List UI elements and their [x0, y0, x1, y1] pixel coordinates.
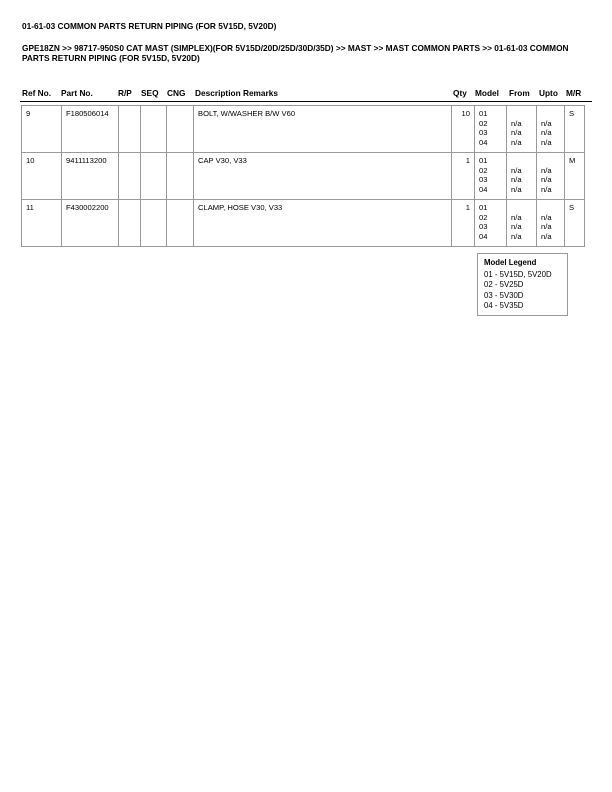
from-value: n/a	[511, 175, 522, 185]
upto-value: n/a	[541, 137, 552, 147]
upto-value: n/a	[541, 184, 552, 194]
upto-value: n/a	[541, 118, 552, 128]
from-value	[511, 203, 533, 213]
header-divider	[20, 101, 592, 102]
mr-cell: M	[565, 153, 585, 200]
model-code: 04	[479, 137, 488, 147]
seq-cell	[141, 153, 167, 200]
model-code: 03	[479, 222, 488, 232]
cng-cell	[167, 153, 194, 200]
qty-cell: 1	[452, 153, 475, 200]
header-cng: CNG	[167, 88, 186, 98]
table-row	[22, 106, 585, 153]
from-value: n/a	[511, 212, 522, 222]
header-description: Description Remarks	[195, 88, 279, 98]
legend-item: 01 - 5V15D, 5V20D	[484, 270, 552, 279]
qty-cell: 1	[452, 200, 475, 247]
description-cell: CLAMP, HOSE V30, V33	[194, 200, 452, 247]
upto-value	[541, 156, 561, 166]
page-title: 01-61-03 COMMON PARTS RETURN PIPING (FOR 5V15D, 5V20D)	[22, 21, 277, 31]
model-code: 01	[479, 109, 488, 118]
from-value: n/a	[511, 118, 522, 128]
model-legend	[477, 253, 568, 316]
upto-value: n/a	[541, 222, 552, 232]
header-from: From	[509, 88, 530, 98]
from-value: n/a	[511, 231, 522, 241]
description-cell: CAP V30, V33	[194, 153, 452, 200]
model-cell	[475, 153, 507, 200]
from-cell	[507, 153, 537, 200]
seq-cell	[141, 200, 167, 247]
mr-cell: S	[565, 200, 585, 247]
legend-item: 04 - 5V35D	[484, 300, 524, 310]
upto-value: n/a	[541, 128, 552, 138]
model-code: 02	[479, 165, 488, 175]
model-code: 02	[479, 212, 488, 222]
from-value	[511, 109, 533, 119]
breadcrumb: GPE18ZN >> 98717-950S0 CAT MAST (SIMPLEX)(FOR 5V15D/20D/25D/30D/35D) >> MAST >> MAST COMMON PARTS >> 01-61-03 COMMON PARTS RETURN PIPING (FOR 5V15D, 5V20D)	[22, 43, 569, 63]
rp-cell	[119, 106, 141, 153]
legend-title: Model Legend	[484, 258, 537, 267]
table-row	[22, 200, 585, 247]
header-rp: R/P	[118, 88, 132, 98]
qty-cell: 10	[452, 106, 475, 153]
header-upto: Upto	[539, 88, 558, 98]
upto-value	[541, 109, 561, 119]
upto-cell	[537, 153, 565, 200]
part-no-cell: F180506014	[62, 106, 119, 153]
upto-value: n/a	[541, 165, 552, 175]
legend-item: 02 - 5V25D	[484, 280, 524, 290]
rp-cell	[119, 153, 141, 200]
cng-cell	[167, 200, 194, 247]
upto-cell	[537, 106, 565, 153]
part-no-cell: F430002200	[62, 200, 119, 247]
model-code: 03	[479, 175, 488, 185]
header-qty: Qty	[453, 88, 467, 98]
ref-no-cell: 11	[22, 200, 62, 247]
model-cell	[475, 200, 507, 247]
from-value: n/a	[511, 137, 522, 147]
description-cell: BOLT, W/WASHER B/W V60	[194, 106, 452, 153]
model-code: 03	[479, 128, 488, 138]
from-value	[511, 156, 533, 166]
header-part-no: Part No.	[61, 88, 93, 98]
from-cell	[507, 106, 537, 153]
header-ref-no: Ref No.	[22, 88, 52, 98]
upto-cell	[537, 200, 565, 247]
rp-cell	[119, 200, 141, 247]
from-value: n/a	[511, 184, 522, 194]
upto-value: n/a	[541, 175, 552, 185]
ref-no-cell: 10	[22, 153, 62, 200]
header-mr: M/R	[566, 88, 582, 98]
part-no-cell: 9411113200	[62, 153, 119, 200]
from-value: n/a	[511, 128, 522, 138]
cng-cell	[167, 106, 194, 153]
from-value: n/a	[511, 222, 522, 232]
parts-table	[21, 105, 585, 247]
model-code: 01	[479, 156, 488, 165]
mr-cell: S	[565, 106, 585, 153]
header-model: Model	[475, 88, 499, 98]
ref-no-cell: 9	[22, 106, 62, 153]
from-value: n/a	[511, 165, 522, 175]
model-code: 04	[479, 231, 488, 241]
upto-value: n/a	[541, 231, 552, 241]
model-code: 01	[479, 203, 488, 212]
header-seq: SEQ	[141, 88, 159, 98]
model-code: 02	[479, 118, 488, 128]
upto-value	[541, 203, 561, 213]
table-row	[22, 153, 585, 200]
legend-item: 03 - 5V30D	[484, 290, 524, 300]
from-cell	[507, 200, 537, 247]
seq-cell	[141, 106, 167, 153]
model-cell	[475, 106, 507, 153]
upto-value: n/a	[541, 212, 552, 222]
model-code: 04	[479, 184, 488, 194]
